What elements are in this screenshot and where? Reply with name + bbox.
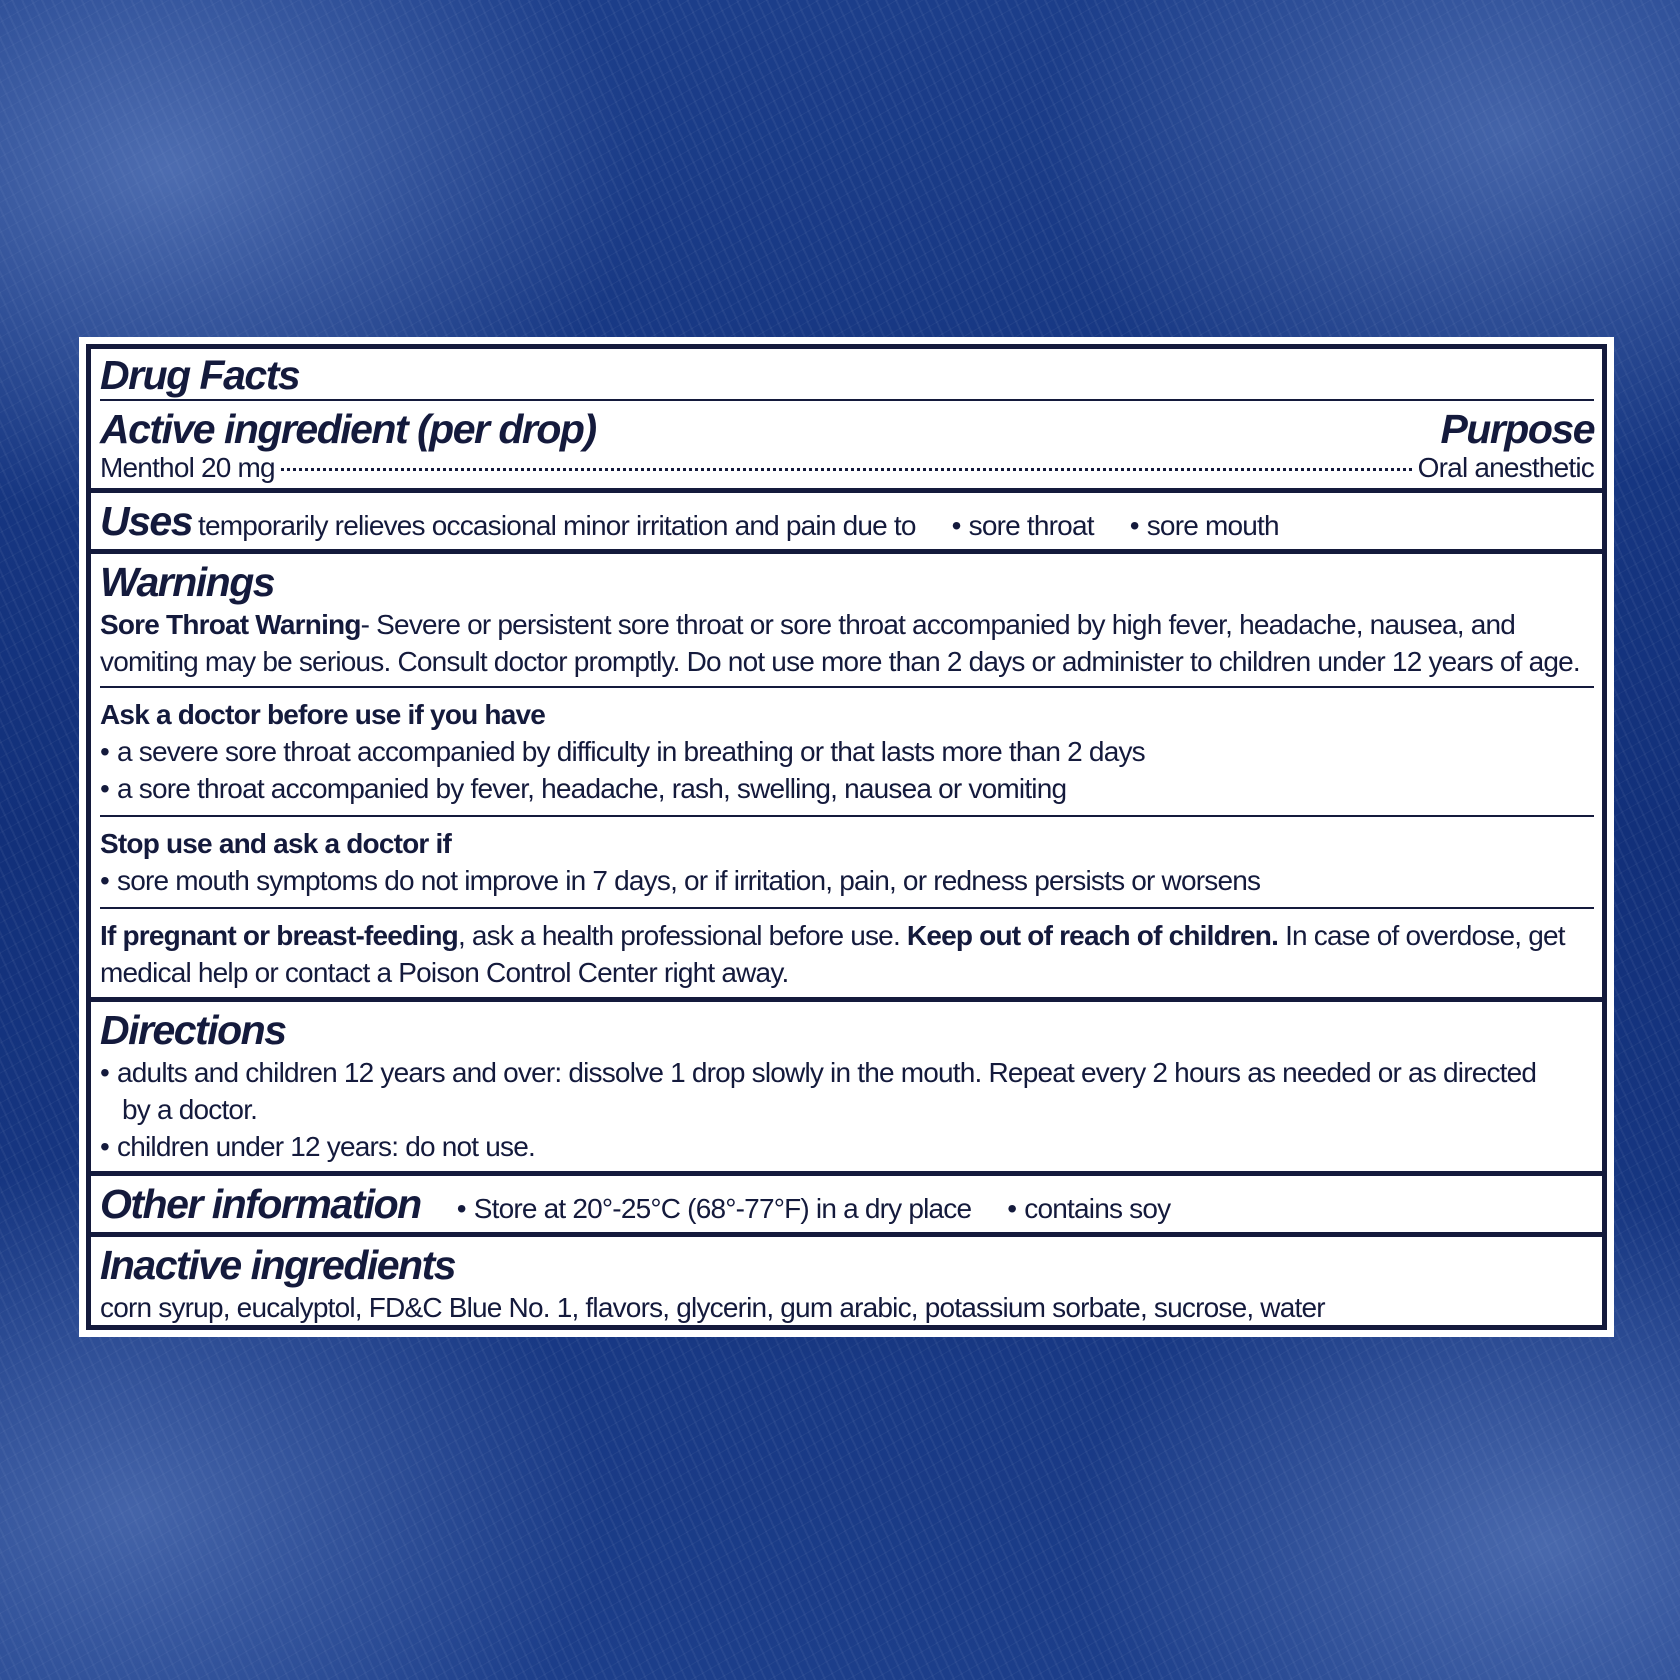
active-header-row bbox=[100, 405, 1594, 453]
other-info-item: • contains soy bbox=[1007, 1190, 1170, 1227]
inactive-text: corn syrup, eucalyptol, FD&C Blue No. 1, flavors, glycerin, gum arabic, potassium sorbate, sucrose, water bbox=[100, 1292, 1325, 1323]
inactive-header: Inactive ingredients bbox=[100, 1242, 456, 1288]
directions-item: • adults and children 12 years and over: dissolve 1 drop slowly in the mouth. Repeat every 2 hours as needed or as directed by a doctor. bbox=[100, 1054, 1594, 1128]
other-info-row bbox=[100, 1180, 1594, 1228]
uses-section bbox=[91, 493, 1602, 554]
uses-item: • sore mouth bbox=[1130, 507, 1279, 544]
leader-dots bbox=[281, 467, 1412, 471]
stop-use-header: Stop use and ask a doctor if bbox=[100, 828, 452, 859]
inactive-section bbox=[91, 1237, 1602, 1326]
directions-item: • children under 12 years: do not use. bbox=[100, 1128, 1594, 1165]
ask-doctor-header: Ask a doctor before use if you have bbox=[100, 699, 546, 730]
purpose-header: Purpose bbox=[1440, 406, 1594, 452]
active-ingredient-header: Active ingredient (per drop) bbox=[100, 406, 596, 452]
sore-throat-warning-text: - Severe or persistent sore throat or sore throat accompanied by high fever, headache, nausea, and vomiting may be serious. Consult doctor promptly. Do not use more than 2 days or administer to children under 12 years of age. bbox=[100, 609, 1580, 677]
uses-text: temporarily relieves occasional minor irritation and pain due to bbox=[198, 510, 916, 541]
keep-out-label: Keep out of reach of children. bbox=[906, 920, 1279, 951]
drug-facts-box bbox=[86, 344, 1607, 1330]
active-ingredient-row bbox=[100, 449, 1594, 486]
active-ingredient-section bbox=[91, 401, 1602, 493]
active-ingredient-purpose: Oral anesthetic bbox=[1417, 452, 1594, 483]
sore-throat-warning-label: Sore Throat Warning bbox=[100, 609, 361, 640]
stop-use-item: • sore mouth symptoms do not improve in 7 days, or if irritation, pain, or redness persists or worsens bbox=[100, 862, 1594, 899]
title-section bbox=[91, 349, 1602, 399]
ask-doctor-section bbox=[91, 688, 1602, 815]
drug-facts-panel bbox=[79, 337, 1614, 1337]
pregnant-label: If pregnant or breast-feeding bbox=[100, 920, 458, 951]
active-ingredient-name: Menthol 20 mg bbox=[100, 452, 275, 483]
sore-throat-warning bbox=[100, 606, 1594, 680]
pregnancy-section bbox=[91, 909, 1602, 1002]
uses-item: • sore throat bbox=[952, 507, 1094, 544]
uses-header: Uses bbox=[100, 498, 193, 544]
ask-doctor-item: • a severe sore throat accompanied by difficulty in breathing or that lasts more than 2 days bbox=[100, 733, 1594, 770]
drug-facts-title: Drug Facts bbox=[100, 352, 300, 398]
warnings-section bbox=[91, 554, 1602, 686]
directions-section bbox=[91, 1002, 1602, 1176]
directions-header: Directions bbox=[100, 1007, 286, 1053]
ask-doctor-item: • a sore throat accompanied by fever, headache, rash, swelling, nausea or vomiting bbox=[100, 770, 1594, 807]
other-info-header: Other information bbox=[100, 1181, 421, 1227]
uses-row bbox=[100, 497, 1594, 545]
keep-out-text: In case of overdose, get medical help or contact a Poison Control Center right away. bbox=[100, 920, 1565, 988]
stop-use-section bbox=[91, 817, 1602, 907]
pregnant-text: , ask a health professional before use. bbox=[457, 920, 907, 951]
warnings-header: Warnings bbox=[100, 559, 275, 605]
other-info-section bbox=[91, 1176, 1602, 1237]
pregnancy-warning bbox=[100, 917, 1594, 991]
other-info-item: • Store at 20°-25°C (68°-77°F) in a dry place bbox=[457, 1190, 972, 1227]
